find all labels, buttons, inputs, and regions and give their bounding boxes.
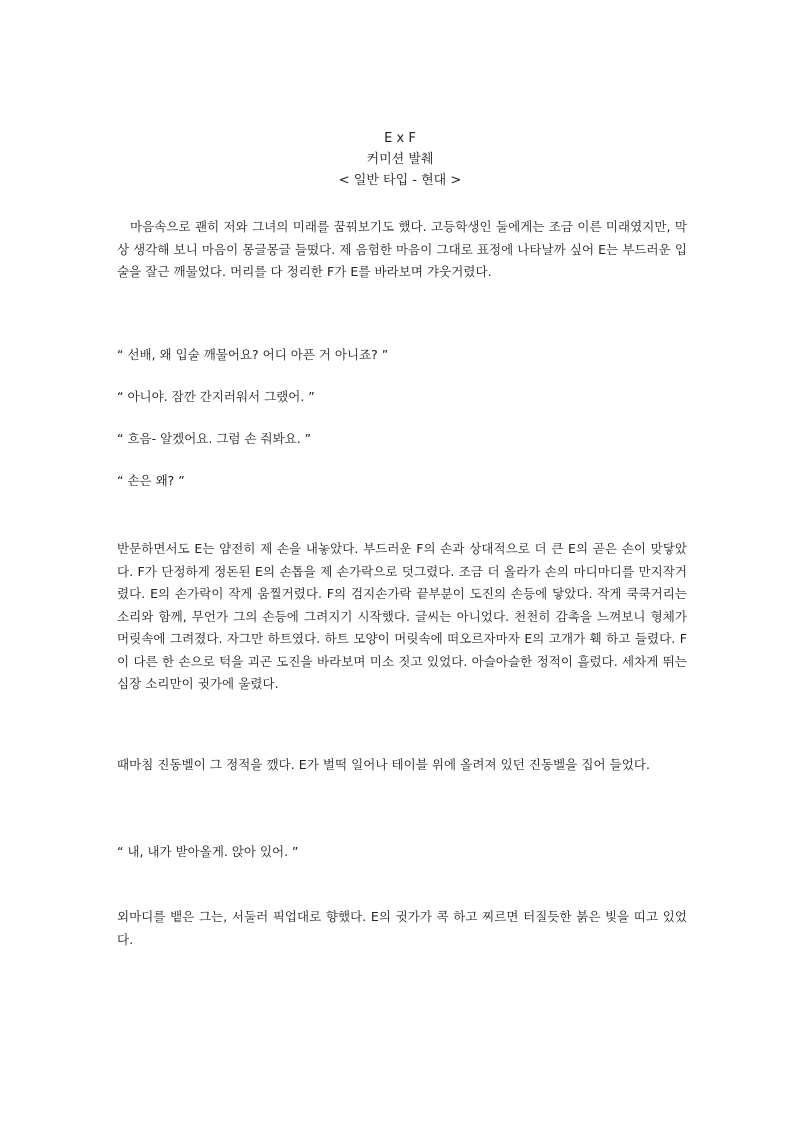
title-block [0,128,800,191]
dialogue-line: “ 아니야. 잠깐 간지러워서 그랬어. ” [117,389,315,404]
dialogue-line: “ 흐음- 알겠어요. 그럼 손 줘봐요. ” [117,431,312,446]
paragraph: 때마침 진동벨이 그 정적을 깼다. E가 벌떡 일어나 테이블 위에 올려져 있던 진동벨을 집어 들었다. [117,757,651,772]
paragraph: 반문하면서도 E는 얌전히 제 손을 내놓았다. 부드러운 F의 손과 상대적으로 더 큰 E의 곧은 손이 맞닿았다. F가 단정하게 정돈된 E의 손톱을 제 손가락으로 덧그렸다. 조금 더 올라가 손의 마디마디를 만지작거렸다. E의 손가락이 작게 움찔거렸다. F의 검지손가락 끝부분이 도진의 손등에 닿았다. 작게 쿡쿡거리는 소리와 함께, 무언가 그의 손등에 그려지기 시작했다. 글씨는 아니었다. 천천히 감촉을 느껴보니 형체가 머릿속에 그려졌다. 자그만 하트였다. 하트 모양이 머릿속에 떠오르자마자 E의 고개가 훽 하고 들렸다. F이 다른 한 손으로 턱을 괴곤 도진을 바라보며 미소 짓고 있었다. 아슬아슬한 정적이 흘렀다. 세차게 뛰는 심장 소리만이 귓가에 울렸다. [117,541,687,691]
paragraph: 외마디를 뱉은 그는, 서둘러 픽업대로 향했다. E의 귓가가 콕 하고 찌르면 터질듯한 붉은 빛을 띠고 있었다. [117,909,687,947]
document-tag: < 일반 타입 - 현대 > [338,173,462,188]
dialogue-line: “ 내, 내가 받아올게. 앉아 있어. ” [117,844,299,859]
dialogue-line: “ 손은 왜? ” [117,473,185,488]
document-subtitle: 커미션 발췌 [366,152,434,167]
document-title: E x F [384,131,416,146]
dialogue-line: “ 선배, 왜 입술 깨물어요? 어디 아픈 거 아니죠? ” [117,347,389,362]
paragraph: 마음속으로 괜히 저와 그녀의 미래를 꿈꿔보기도 했다. 고등학생인 둘에게는 조금 이른 미래였지만, 막상 생각해 보니 마음이 몽글몽글 들떴다. 제 음험한 마음이 그대로 표정에 나타날까 싶어 E는 부드러운 입술을 잘근 깨물었다. 머리를 다 정리한 F가 E를 바라보며 갸웃거렸다. [117,219,687,279]
